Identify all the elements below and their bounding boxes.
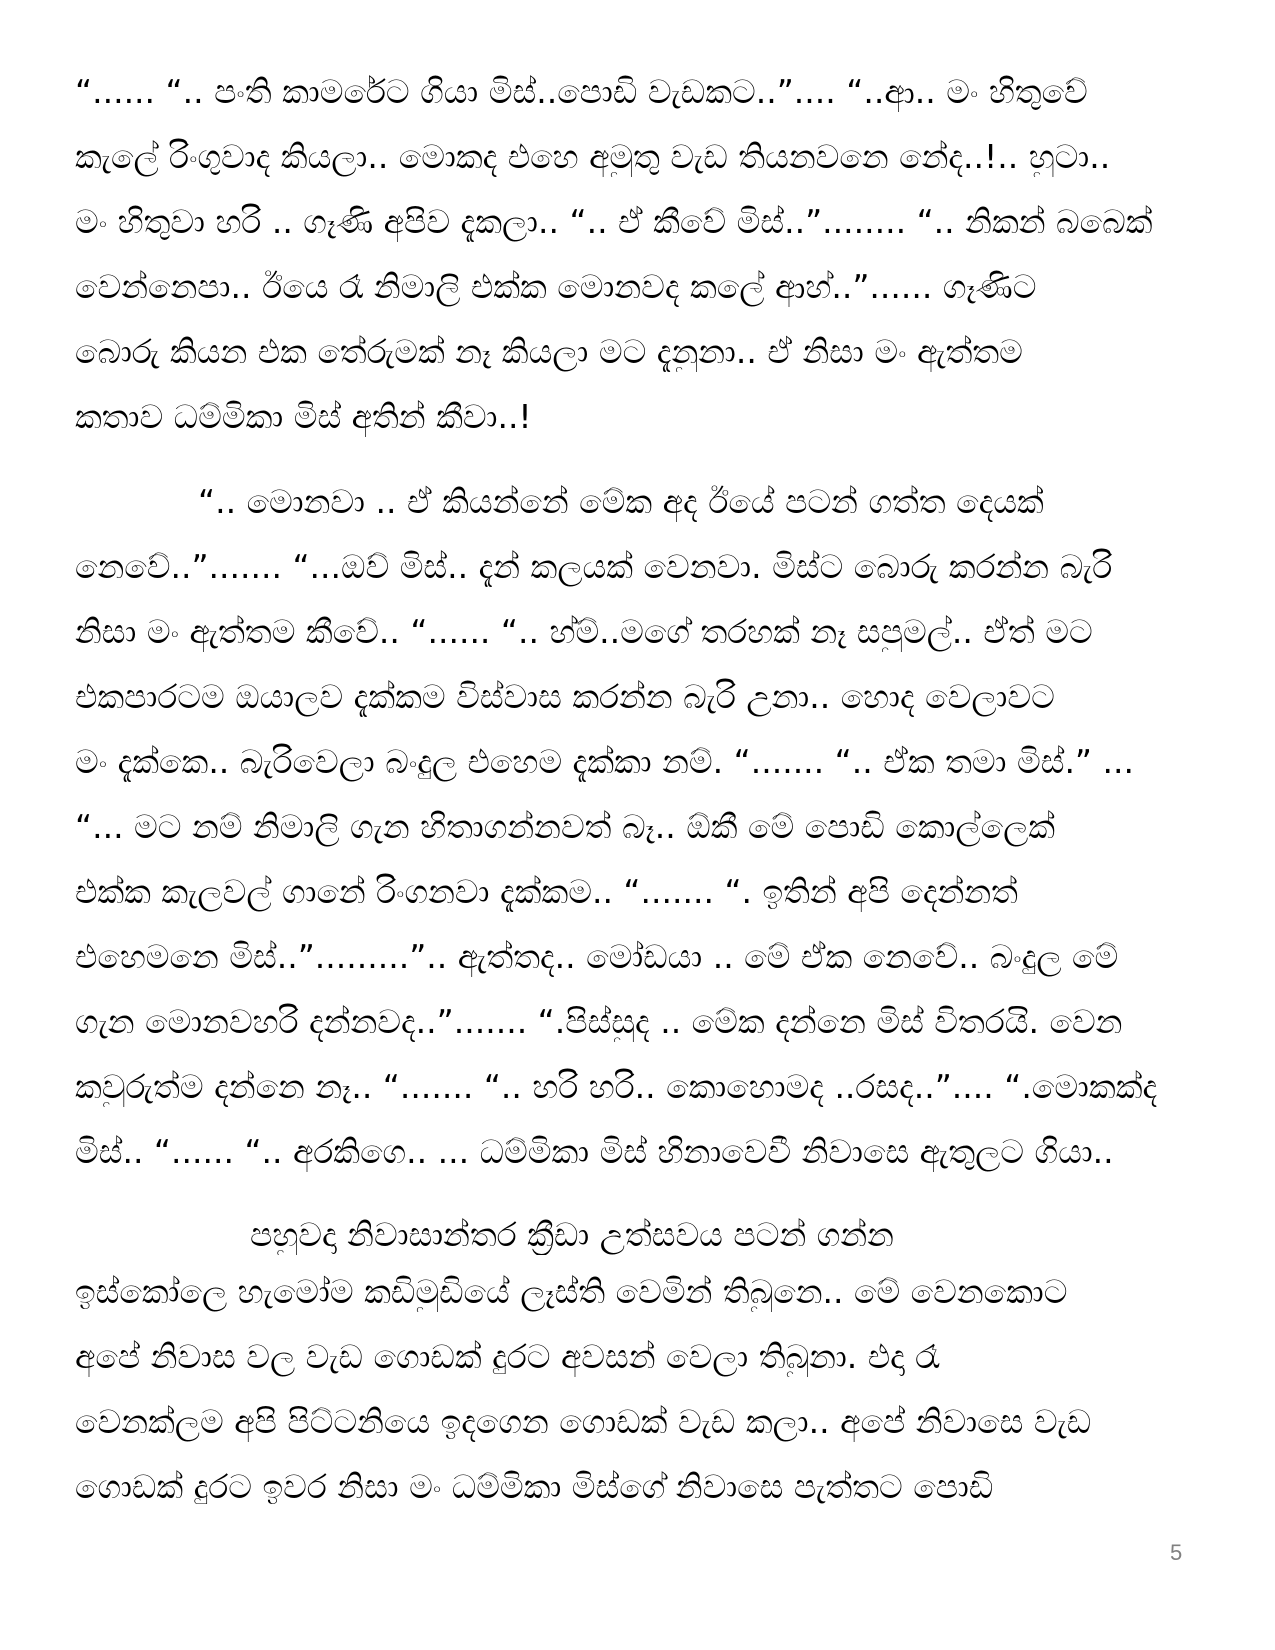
- paragraph-3-line-2: ඉස්කෝලෙ හැමෝම කඩිමුඩියේ ලෑස්ති වෙමින් තිබුනෙ.. මේ වෙනකොට: [75, 1272, 1068, 1311]
- paragraph-2-line-9: ගැන මොනවහරි දන්නවද..”....... “.පිස්සුද .. මේක දන්නෙ මිස් විතරයි. වෙන: [75, 1002, 1123, 1041]
- paragraph-3-line-5: ගොඩක් දුරට ඉවර නිසා මං ධම්මිකා මිස්ගේ නිවාසෙ පැත්තට පොඩි: [75, 1467, 994, 1506]
- paragraph-3-line-3: අපේ නිවාස වල වැඩ ගොඩක් දුරට අවසන් වෙලා තිබුනා. එදා රෑ: [75, 1337, 940, 1376]
- paragraph-1-line-4: වෙන්නෙපා.. ඊයෙ රෑ නිමාලි එක්ක මොනවද කලේ ආහ්..”...... ගෑණිට: [75, 267, 1037, 306]
- paragraph-2-line-2: නෙවේ..”....... “...ඔව් මිස්.. දැන් කලයක් වෙනවා. මිස්ට බොරු කරන්න බැරි: [75, 547, 1113, 586]
- paragraph-2-line-3: නිසා මං ඇත්තම කීවේ.. “...... “.. හ්ම්..මගේ තරහක් නෑ සපුමල්.. ඒත් මට: [75, 612, 1093, 651]
- paragraph-2-line-8: එහෙමනෙ මිස්..”.........”.. ඇත්තද.. මෝඩයා .. මේ ඒක නෙවේ.. බංදුල මේ: [75, 937, 1119, 976]
- page-number: 5: [1170, 1540, 1183, 1565]
- paragraph-1-line-3: මං හිතුවා හරි .. ගෑණි අපිව දැකලා.. “.. ඒ කීවේ මිස්..”........ “.. නිකන් බබෙක්: [75, 202, 1153, 241]
- paragraph-1-line-6: කතාව ධම්මිකා මිස් අතින් කීවා..!: [75, 397, 532, 436]
- paragraph-3-line-1: පහුවදා නිවාසාන්තර ක්‍රීඩා උත්සවය පටන් ගන්න: [250, 1215, 894, 1254]
- paragraph-2-line-6: “... මට නම් නිමාලි ගැන හිතාගන්නවත් බෑ.. ඕකී මේ පොඩි කොල්ලෙක්: [75, 807, 1056, 846]
- paragraph-2-line-7: එක්ක කැලවල් ගානේ රිංගනවා දැක්කම.. “....... “. ඉතින් අපි දෙන්නත්: [75, 872, 1018, 911]
- paragraph-1-line-1: “...... “.. පංති කාමරේට ගියා මිස්..පොඩි වැඩකට..”.... “..ආ.. මං හිතුවේ: [75, 72, 1088, 111]
- paragraph-2-line-1: “.. මොනවා .. ඒ කියන්නේ මේක අද ඊයේ පටන් ගත්ත දෙයක්: [198, 482, 1044, 521]
- paragraph-2-line-5: මං දැක්කෙ.. බැරිවෙලා බංදුල එහෙම දැක්කා නම්. “....... “.. ඒක තමා මිස්.” ...: [75, 742, 1134, 781]
- paragraph-2-line-4: එකපාරටම ඔයාලව දැක්කම විස්වාස කරන්න බැරි උනා.. හොද වෙලාවට: [75, 677, 1055, 716]
- paragraph-2-line-11: මිස්.. “...... “.. අරකිගෙ.. ... ධම්මිකා මිස් හිනාවෙවී නිවාසෙ ඇතුලට ගියා..: [75, 1132, 1114, 1171]
- paragraph-2-line-10: කවුරුත්ම දන්නෙ නෑ.. “....... “.. හරි හරි.. කොහොමද ..රසද..”.... “.මොකක්ද: [75, 1067, 1158, 1106]
- paragraph-1-line-5: බොරු කියන එක තේරුමක් නෑ කියලා මට දැනුනා.. ඒ නිසා මං ඇත්තම: [75, 332, 1023, 371]
- paragraph-1-line-2: කැලේ රිංගුවාද කියලා.. මොකද එහෙ අමුතු වැඩ තියනවනෙ නේද..!.. හුටා..: [75, 137, 1111, 176]
- paragraph-3-line-4: වෙනක්ලම අපි පිට්ටනියෙ ඉදගෙන ගොඩක් වැඩ කලා.. අපේ නිවාසෙ වැඩ: [75, 1402, 1092, 1441]
